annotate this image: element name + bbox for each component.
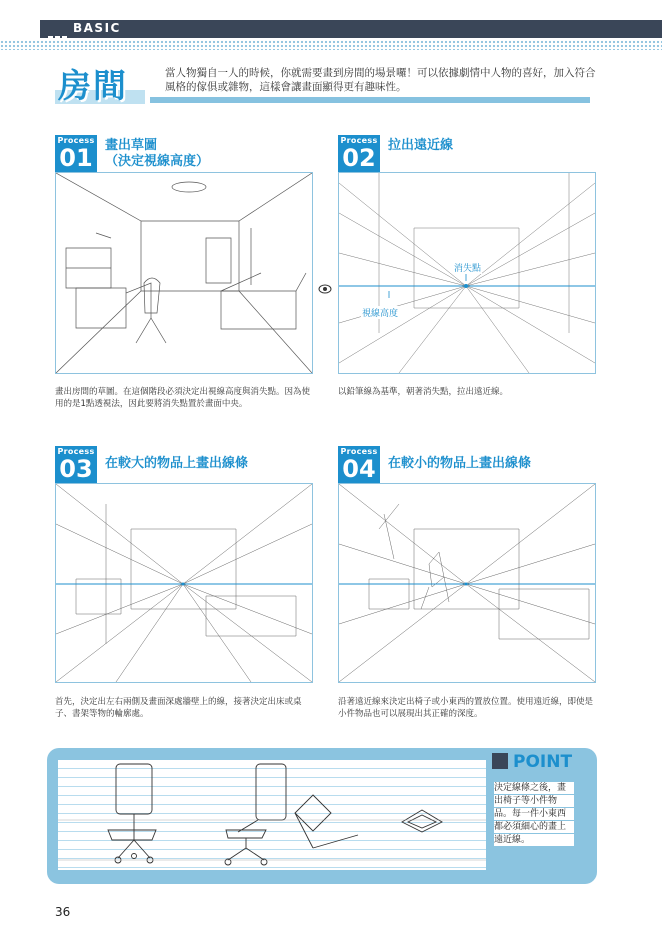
process-01-title-line2: （決定視線高度） [105, 154, 210, 169]
process-04-caption: 沿著遠近線來決定出椅子或小東西的置放位置。使用遠近線，即使是小件物品也可以展現出其正確的深度。 [338, 697, 594, 719]
process-number: 01 [59, 144, 93, 172]
intro-text: 當人物獨自一人的時候，你就需要畫到房間的場景囉！可以依據劇情中人物的喜好，加入符合風格的傢俱或雜物，這樣會讓畫面顯得更有趣味性。 [165, 67, 596, 93]
point-label [492, 752, 587, 772]
chair-sketches [58, 760, 486, 870]
large-objects-drawing [56, 484, 312, 682]
intro-underline [150, 97, 590, 103]
process-03-title [105, 456, 248, 472]
page-title: 房間 [58, 66, 128, 105]
point-text: 決定線條之後，畫出椅子等小件物品。每一件小東西都必須細心的畫上遠近線。 [494, 782, 574, 847]
process-04-sketch [338, 483, 596, 683]
process-04-tag [338, 446, 380, 488]
process-label: Process [340, 136, 378, 145]
process-04-title-line1: 在較小的物品上畫出線條 [388, 456, 532, 471]
process-02-title-line1: 拉出遠近線 [388, 138, 454, 153]
section-header-bar [40, 20, 662, 38]
process-04-title [388, 456, 531, 472]
small-objects-drawing [339, 484, 595, 682]
vanishing-point-label: 消失點 [453, 261, 482, 274]
page-number: 36 [55, 905, 71, 919]
process-02-title [388, 138, 453, 154]
process-01-tag [55, 135, 97, 177]
process-01-title-line1: 畫出草圖 [105, 138, 158, 153]
process-number: 04 [342, 455, 376, 483]
process-02-sketch [338, 172, 596, 374]
process-label: Process [57, 447, 95, 456]
process-01-title [105, 138, 209, 170]
process-number: 02 [342, 144, 376, 172]
process-02-tag [338, 135, 380, 177]
process-number: 03 [59, 455, 93, 483]
process-02-caption: 以鉛筆線為基準，朝著消失點，拉出遠近線。 [338, 387, 509, 397]
process-03-caption: 首先，決定出左右兩側及畫面深處牆壁上的線，接著決定出床或桌子、書架等物的輪廓處。 [55, 697, 302, 719]
section-label: BASIC [73, 21, 121, 35]
process-03-tag [55, 446, 97, 488]
process-01-caption: 畫出房間的草圖。在這個階段必須決定出視線高度與消失點。因為使用的是1點透視法，因此要將消失點置於畫面中央。 [55, 387, 311, 409]
point-illustration [58, 760, 486, 870]
point-label-text: POINT [513, 752, 573, 772]
room-sketch-drawing [56, 173, 312, 373]
dotted-strip [0, 40, 662, 50]
eye-icon [318, 279, 332, 289]
process-01-sketch [55, 172, 313, 374]
point-square-icon [492, 753, 508, 769]
process-label: Process [340, 447, 378, 456]
eye-level-label: 視線高度 [361, 306, 399, 319]
process-03-sketch [55, 483, 313, 683]
process-03-title-line1: 在較大的物品上畫出線條 [105, 456, 249, 471]
process-label: Process [57, 136, 95, 145]
